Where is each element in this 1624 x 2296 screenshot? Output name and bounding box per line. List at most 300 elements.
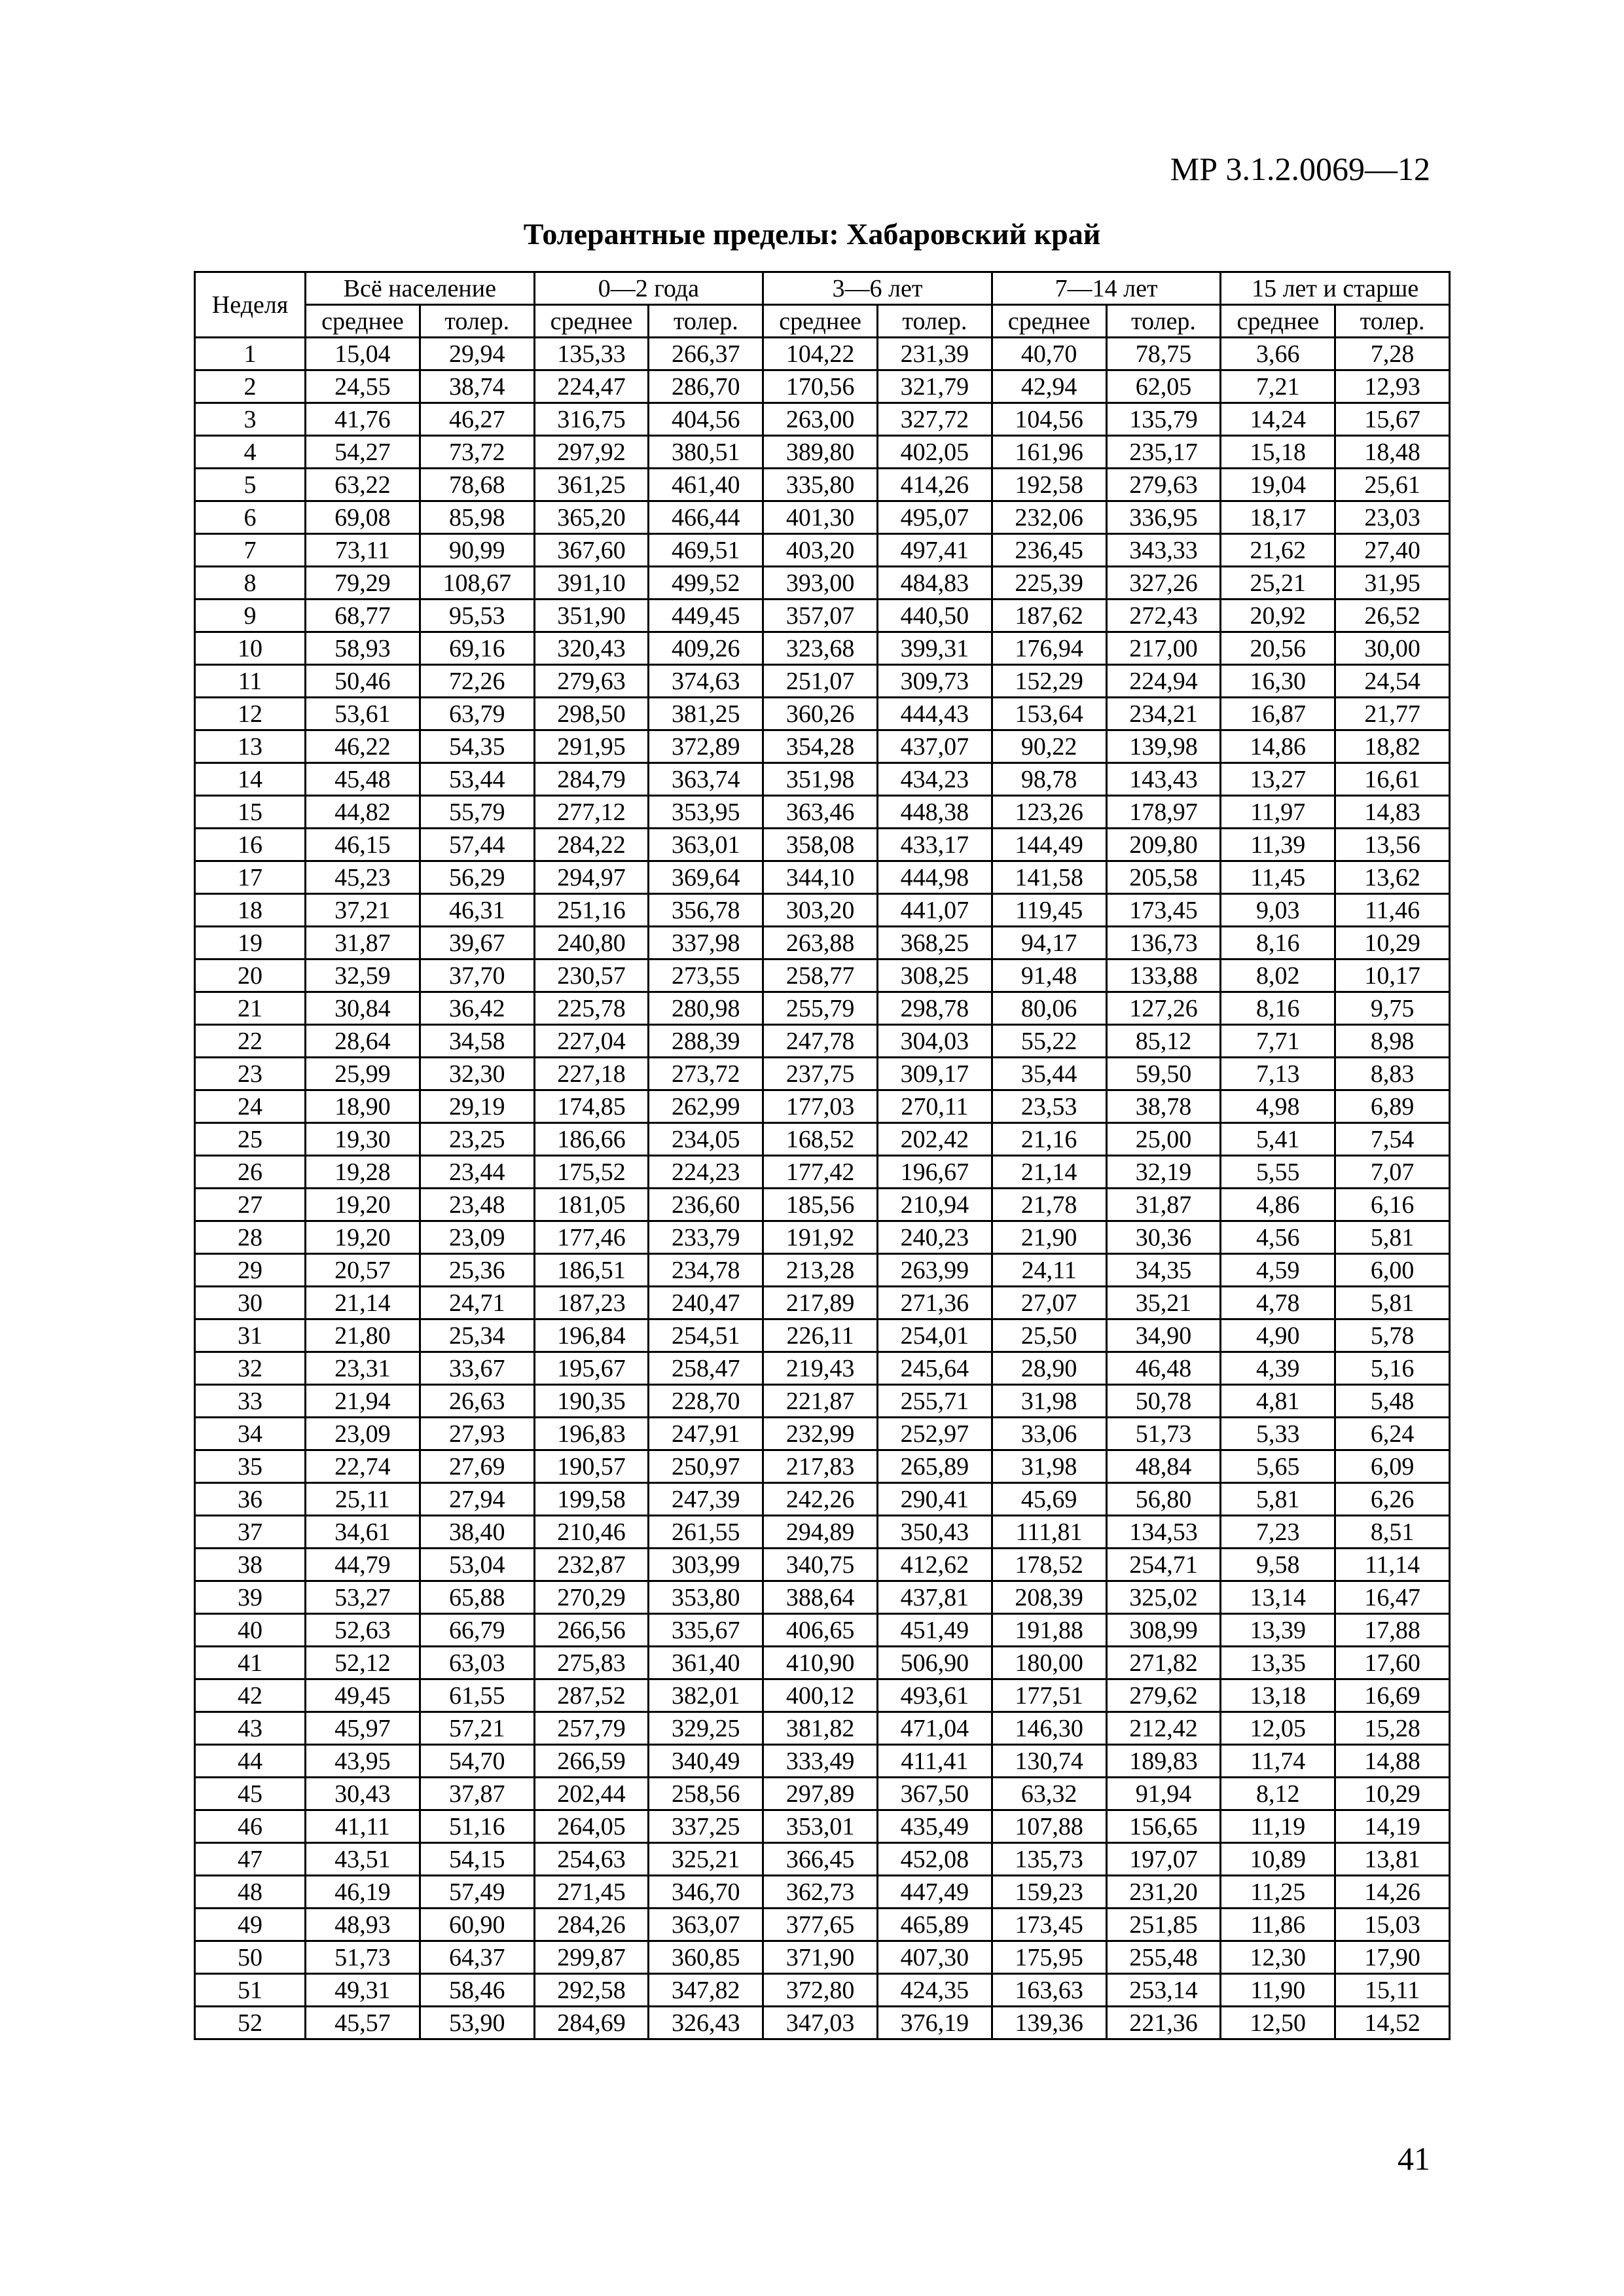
table-cell: 406,65 — [763, 1614, 878, 1647]
table-cell: 21,78 — [992, 1189, 1106, 1221]
table-cell: 240,80 — [534, 927, 649, 960]
week-number-cell: 2 — [195, 370, 306, 403]
week-number-cell: 3 — [195, 403, 306, 436]
table-cell: 12,05 — [1221, 1712, 1335, 1745]
table-cell: 11,97 — [1221, 796, 1335, 829]
table-cell: 31,95 — [1335, 567, 1450, 600]
table-cell: 363,01 — [649, 829, 763, 861]
table-cell: 225,78 — [534, 992, 649, 1025]
table-cell: 6,16 — [1335, 1189, 1450, 1221]
table-cell: 34,58 — [420, 1025, 534, 1058]
week-number-cell: 51 — [195, 1974, 306, 2007]
table-cell: 19,30 — [306, 1123, 420, 1156]
table-cell: 68,77 — [306, 600, 420, 632]
table-cell: 130,74 — [992, 1745, 1106, 1778]
table-cell: 192,58 — [992, 469, 1106, 501]
week-number-cell: 26 — [195, 1156, 306, 1189]
table-cell: 226,11 — [763, 1319, 878, 1352]
table-cell: 91,94 — [1106, 1778, 1221, 1810]
table-cell: 19,20 — [306, 1189, 420, 1221]
table-cell: 196,84 — [534, 1319, 649, 1352]
table-cell: 17,60 — [1335, 1647, 1450, 1679]
table-cell: 221,87 — [763, 1385, 878, 1418]
week-number-cell: 35 — [195, 1450, 306, 1483]
table-cell: 13,18 — [1221, 1679, 1335, 1712]
table-cell: 176,94 — [992, 632, 1106, 665]
table-cell: 6,89 — [1335, 1090, 1450, 1123]
table-cell: 4,56 — [1221, 1221, 1335, 1254]
table-cell: 350,43 — [877, 1516, 992, 1549]
table-cell: 23,03 — [1335, 501, 1450, 534]
table-row — [195, 1876, 1450, 1909]
table-cell: 14,26 — [1335, 1876, 1450, 1909]
table-cell: 224,47 — [534, 370, 649, 403]
table-cell: 254,71 — [1106, 1549, 1221, 1581]
table-cell: 247,91 — [649, 1418, 763, 1450]
table-cell: 34,61 — [306, 1516, 420, 1549]
table-cell: 187,62 — [992, 600, 1106, 632]
table-cell: 388,64 — [763, 1581, 878, 1614]
table-cell: 78,75 — [1106, 338, 1221, 370]
table-cell: 5,81 — [1221, 1483, 1335, 1516]
table-cell: 235,17 — [1106, 436, 1221, 469]
table-cell: 343,33 — [1106, 534, 1221, 567]
week-number-cell: 30 — [195, 1287, 306, 1319]
table-cell: 11,25 — [1221, 1876, 1335, 1909]
table-cell: 123,26 — [992, 796, 1106, 829]
table-cell: 199,58 — [534, 1483, 649, 1516]
table-cell: 299,87 — [534, 1941, 649, 1974]
table-cell: 224,23 — [649, 1156, 763, 1189]
table-cell: 66,79 — [420, 1614, 534, 1647]
table-cell: 78,68 — [420, 469, 534, 501]
table-cell: 195,67 — [534, 1352, 649, 1385]
table-cell: 177,03 — [763, 1090, 878, 1123]
table-cell: 54,35 — [420, 730, 534, 763]
table-cell: 4,90 — [1221, 1319, 1335, 1352]
table-cell: 25,99 — [306, 1058, 420, 1090]
table-cell: 55,22 — [992, 1025, 1106, 1058]
table-cell: 52,12 — [306, 1647, 420, 1679]
table-cell: 20,92 — [1221, 600, 1335, 632]
table-cell: 253,14 — [1106, 1974, 1221, 2007]
table-cell: 5,81 — [1335, 1287, 1450, 1319]
table-cell: 90,99 — [420, 534, 534, 567]
table-cell: 91,48 — [992, 960, 1106, 992]
table-cell: 54,15 — [420, 1843, 534, 1876]
table-cell: 46,19 — [306, 1876, 420, 1909]
table-cell: 347,82 — [649, 1974, 763, 2007]
table-cell: 377,65 — [763, 1909, 878, 1941]
table-cell: 8,98 — [1335, 1025, 1450, 1058]
table-cell: 308,99 — [1106, 1614, 1221, 1647]
table-cell: 6,00 — [1335, 1254, 1450, 1287]
table-cell: 294,89 — [763, 1516, 878, 1549]
table-cell: 38,74 — [420, 370, 534, 403]
table-cell: 5,48 — [1335, 1385, 1450, 1418]
table-cell: 234,78 — [649, 1254, 763, 1287]
table-cell: 49,45 — [306, 1679, 420, 1712]
column-group-all-population: Всё население — [306, 272, 535, 305]
week-number-cell: 5 — [195, 469, 306, 501]
week-number-cell: 24 — [195, 1090, 306, 1123]
table-row — [195, 338, 1450, 370]
table-cell: 37,70 — [420, 960, 534, 992]
table-cell: 23,48 — [420, 1189, 534, 1221]
table-cell: 13,56 — [1335, 829, 1450, 861]
table-cell: 32,30 — [420, 1058, 534, 1090]
table-cell: 251,85 — [1106, 1909, 1221, 1941]
table-cell: 25,34 — [420, 1319, 534, 1352]
table-cell: 266,59 — [534, 1745, 649, 1778]
table-cell: 435,49 — [877, 1810, 992, 1843]
table-cell: 434,23 — [877, 763, 992, 796]
table-row — [195, 1418, 1450, 1450]
table-cell: 11,86 — [1221, 1909, 1335, 1941]
table-row — [195, 1483, 1450, 1516]
table-cell: 26,63 — [420, 1385, 534, 1418]
table-cell: 98,78 — [992, 763, 1106, 796]
column-header-tolerance: толер. — [877, 305, 992, 338]
column-header-mean: среднее — [763, 305, 878, 338]
table-row — [195, 2007, 1450, 2039]
table-cell: 23,09 — [306, 1418, 420, 1450]
table-cell: 271,82 — [1106, 1647, 1221, 1679]
table-cell: 59,50 — [1106, 1058, 1221, 1090]
table-row — [195, 1745, 1450, 1778]
page-title: Толерантные пределы: Хабаровский край — [523, 217, 1101, 251]
table-cell: 16,61 — [1335, 763, 1450, 796]
table-cell: 21,14 — [992, 1156, 1106, 1189]
table-cell: 13,39 — [1221, 1614, 1335, 1647]
table-cell: 4,78 — [1221, 1287, 1335, 1319]
table-row — [195, 1614, 1450, 1647]
table-cell: 433,17 — [877, 829, 992, 861]
table-cell: 444,98 — [877, 861, 992, 894]
table-cell: 365,20 — [534, 501, 649, 534]
table-cell: 337,98 — [649, 927, 763, 960]
table-cell: 326,43 — [649, 2007, 763, 2039]
table-cell: 58,46 — [420, 1974, 534, 2007]
table-cell: 21,94 — [306, 1385, 420, 1418]
column-header-week: Неделя — [195, 272, 306, 338]
table-cell: 471,04 — [877, 1712, 992, 1745]
week-number-cell: 12 — [195, 698, 306, 730]
table-cell: 7,23 — [1221, 1516, 1335, 1549]
table-cell: 288,39 — [649, 1025, 763, 1058]
table-cell: 266,37 — [649, 338, 763, 370]
table-cell: 17,88 — [1335, 1614, 1450, 1647]
table-cell: 46,48 — [1106, 1352, 1221, 1385]
table-cell: 469,51 — [649, 534, 763, 567]
table-cell: 298,50 — [534, 698, 649, 730]
table-cell: 441,07 — [877, 894, 992, 927]
table-cell: 400,12 — [763, 1679, 878, 1712]
table-cell: 3,66 — [1221, 338, 1335, 370]
table-cell: 15,03 — [1335, 1909, 1450, 1941]
table-cell: 63,03 — [420, 1647, 534, 1679]
table-cell: 10,89 — [1221, 1843, 1335, 1876]
table-cell: 382,01 — [649, 1679, 763, 1712]
table-row — [195, 1516, 1450, 1549]
table-cell: 27,07 — [992, 1287, 1106, 1319]
table-cell: 44,79 — [306, 1549, 420, 1581]
table-cell: 8,16 — [1221, 992, 1335, 1025]
table-cell: 21,90 — [992, 1221, 1106, 1254]
table-cell: 37,21 — [306, 894, 420, 927]
table-cell: 225,39 — [992, 567, 1106, 600]
table-cell: 95,53 — [420, 600, 534, 632]
table-cell: 23,53 — [992, 1090, 1106, 1123]
table-cell: 56,29 — [420, 861, 534, 894]
table-row — [195, 1287, 1450, 1319]
table-cell: 255,79 — [763, 992, 878, 1025]
table-cell: 202,44 — [534, 1778, 649, 1810]
table-cell: 367,50 — [877, 1778, 992, 1810]
table-cell: 452,08 — [877, 1843, 992, 1876]
table-cell: 170,56 — [763, 370, 878, 403]
table-row — [195, 1025, 1450, 1058]
table-cell: 33,06 — [992, 1418, 1106, 1450]
table-cell: 175,52 — [534, 1156, 649, 1189]
table-cell: 9,03 — [1221, 894, 1335, 927]
column-group-age-3-6: 3—6 лет — [763, 272, 992, 305]
table-cell: 5,78 — [1335, 1319, 1450, 1352]
table-cell: 178,97 — [1106, 796, 1221, 829]
table-cell: 271,36 — [877, 1287, 992, 1319]
table-cell: 401,30 — [763, 501, 878, 534]
table-cell: 13,62 — [1335, 861, 1450, 894]
table-cell: 4,39 — [1221, 1352, 1335, 1385]
table-cell: 251,07 — [763, 665, 878, 698]
table-cell: 4,98 — [1221, 1090, 1335, 1123]
table-cell: 41,76 — [306, 403, 420, 436]
table-cell: 35,21 — [1106, 1287, 1221, 1319]
table-cell: 173,45 — [1106, 894, 1221, 927]
table-cell: 54,70 — [420, 1745, 534, 1778]
table-cell: 23,25 — [420, 1123, 534, 1156]
table-cell: 24,11 — [992, 1254, 1106, 1287]
table-cell: 466,44 — [649, 501, 763, 534]
column-header-mean: среднее — [1221, 305, 1335, 338]
table-cell: 21,77 — [1335, 698, 1450, 730]
week-number-cell: 10 — [195, 632, 306, 665]
table-cell: 242,26 — [763, 1483, 878, 1516]
table-cell: 11,90 — [1221, 1974, 1335, 2007]
table-cell: 190,35 — [534, 1385, 649, 1418]
table-cell: 85,12 — [1106, 1025, 1221, 1058]
table-cell: 437,81 — [877, 1581, 992, 1614]
table-cell: 11,45 — [1221, 861, 1335, 894]
week-number-cell: 38 — [195, 1549, 306, 1581]
table-cell: 13,14 — [1221, 1581, 1335, 1614]
table-cell: 224,94 — [1106, 665, 1221, 698]
week-number-cell: 16 — [195, 829, 306, 861]
column-group-age-7-14: 7—14 лет — [992, 272, 1221, 305]
table-cell: 228,70 — [649, 1385, 763, 1418]
table-cell: 333,49 — [763, 1745, 878, 1778]
table-cell: 309,17 — [877, 1058, 992, 1090]
table-cell: 484,83 — [877, 567, 992, 600]
table-cell: 79,29 — [306, 567, 420, 600]
table-cell: 335,80 — [763, 469, 878, 501]
table-cell: 191,92 — [763, 1221, 878, 1254]
table-cell: 210,46 — [534, 1516, 649, 1549]
table-cell: 25,00 — [1106, 1123, 1221, 1156]
week-number-cell: 34 — [195, 1418, 306, 1450]
table-cell: 205,58 — [1106, 861, 1221, 894]
table-cell: 380,51 — [649, 436, 763, 469]
table-cell: 245,64 — [877, 1352, 992, 1385]
table-cell: 11,14 — [1335, 1549, 1450, 1581]
table-cell: 234,05 — [649, 1123, 763, 1156]
table-cell: 191,88 — [992, 1614, 1106, 1647]
table-cell: 217,83 — [763, 1450, 878, 1483]
week-number-cell: 15 — [195, 796, 306, 829]
week-number-cell: 11 — [195, 665, 306, 698]
table-header-row-groups — [195, 272, 1450, 305]
week-number-cell: 25 — [195, 1123, 306, 1156]
table-cell: 376,19 — [877, 2007, 992, 2039]
table-cell: 5,33 — [1221, 1418, 1335, 1450]
table-cell: 247,78 — [763, 1025, 878, 1058]
table-cell: 320,43 — [534, 632, 649, 665]
table-cell: 25,61 — [1335, 469, 1450, 501]
week-number-cell: 19 — [195, 927, 306, 960]
table-cell: 174,85 — [534, 1090, 649, 1123]
table-cell: 107,88 — [992, 1810, 1106, 1843]
table-cell: 231,39 — [877, 338, 992, 370]
table-cell: 20,57 — [306, 1254, 420, 1287]
table-cell: 271,45 — [534, 1876, 649, 1909]
table-cell: 36,42 — [420, 992, 534, 1025]
table-cell: 177,51 — [992, 1679, 1106, 1712]
table-cell: 187,23 — [534, 1287, 649, 1319]
week-number-cell: 45 — [195, 1778, 306, 1810]
table-cell: 7,21 — [1221, 370, 1335, 403]
table-cell: 55,79 — [420, 796, 534, 829]
table-cell: 284,79 — [534, 763, 649, 796]
table-cell: 54,27 — [306, 436, 420, 469]
table-cell: 180,00 — [992, 1647, 1106, 1679]
week-number-cell: 46 — [195, 1810, 306, 1843]
table-cell: 258,56 — [649, 1778, 763, 1810]
table-row — [195, 1810, 1450, 1843]
table-row — [195, 698, 1450, 730]
table-cell: 308,25 — [877, 960, 992, 992]
table-cell: 144,49 — [992, 829, 1106, 861]
table-cell: 136,73 — [1106, 927, 1221, 960]
table-cell: 251,16 — [534, 894, 649, 927]
column-header-tolerance: толер. — [1106, 305, 1221, 338]
table-cell: 189,83 — [1106, 1745, 1221, 1778]
table-cell: 265,89 — [877, 1450, 992, 1483]
table-cell: 17,90 — [1335, 1941, 1450, 1974]
table-cell: 6,09 — [1335, 1450, 1450, 1483]
table-cell: 85,98 — [420, 501, 534, 534]
table-cell: 263,99 — [877, 1254, 992, 1287]
table-cell: 240,47 — [649, 1287, 763, 1319]
table-cell: 424,35 — [877, 1974, 992, 2007]
table-cell: 353,80 — [649, 1581, 763, 1614]
table-cell: 232,99 — [763, 1418, 878, 1450]
table-cell: 58,93 — [306, 632, 420, 665]
table-cell: 294,97 — [534, 861, 649, 894]
table-cell: 8,83 — [1335, 1058, 1450, 1090]
table-row — [195, 1647, 1450, 1679]
table-cell: 336,95 — [1106, 501, 1221, 534]
table-cell: 11,46 — [1335, 894, 1450, 927]
table-cell: 14,83 — [1335, 796, 1450, 829]
table-cell: 219,43 — [763, 1352, 878, 1385]
table-cell: 38,78 — [1106, 1090, 1221, 1123]
table-cell: 156,65 — [1106, 1810, 1221, 1843]
table-row — [195, 730, 1450, 763]
table-cell: 80,06 — [992, 992, 1106, 1025]
table-cell: 202,42 — [877, 1123, 992, 1156]
week-number-cell: 7 — [195, 534, 306, 567]
table-cell: 266,56 — [534, 1614, 649, 1647]
table-cell: 325,02 — [1106, 1581, 1221, 1614]
table-cell: 63,32 — [992, 1778, 1106, 1810]
table-cell: 465,89 — [877, 1909, 992, 1941]
table-cell: 399,31 — [877, 632, 992, 665]
table-cell: 8,51 — [1335, 1516, 1450, 1549]
table-cell: 30,43 — [306, 1778, 420, 1810]
tolerance-table — [194, 271, 1451, 2040]
table-cell: 258,77 — [763, 960, 878, 992]
table-cell: 231,20 — [1106, 1876, 1221, 1909]
table-row — [195, 665, 1450, 698]
table-row — [195, 567, 1450, 600]
table-cell: 298,78 — [877, 992, 992, 1025]
table-cell: 38,40 — [420, 1516, 534, 1549]
table-cell: 24,71 — [420, 1287, 534, 1319]
table-row — [195, 1974, 1450, 2007]
table-cell: 15,11 — [1335, 1974, 1450, 2007]
table-cell: 104,56 — [992, 403, 1106, 436]
table-cell: 32,19 — [1106, 1156, 1221, 1189]
column-group-age-0-2: 0—2 года — [534, 272, 763, 305]
table-cell: 12,93 — [1335, 370, 1450, 403]
table-cell: 33,67 — [420, 1352, 534, 1385]
document-code: МР 3.1.2.0069—12 — [1170, 151, 1430, 187]
table-cell: 493,61 — [877, 1679, 992, 1712]
table-cell: 497,41 — [877, 534, 992, 567]
table-cell: 5,81 — [1335, 1221, 1450, 1254]
table-cell: 237,75 — [763, 1058, 878, 1090]
table-row — [195, 1189, 1450, 1221]
table-cell: 263,00 — [763, 403, 878, 436]
table-cell: 40,70 — [992, 338, 1106, 370]
table-cell: 177,42 — [763, 1156, 878, 1189]
table-cell: 186,51 — [534, 1254, 649, 1287]
column-header-tolerance: толер. — [1335, 305, 1450, 338]
week-number-cell: 40 — [195, 1614, 306, 1647]
table-cell: 133,88 — [1106, 960, 1221, 992]
table-row — [195, 1123, 1450, 1156]
table-cell: 8,12 — [1221, 1778, 1335, 1810]
column-header-tolerance: толер. — [649, 305, 763, 338]
table-cell: 29,94 — [420, 338, 534, 370]
table-cell: 363,74 — [649, 763, 763, 796]
table-cell: 18,82 — [1335, 730, 1450, 763]
table-cell: 34,90 — [1106, 1319, 1221, 1352]
table-cell: 27,40 — [1335, 534, 1450, 567]
table-row — [195, 600, 1450, 632]
table-cell: 24,54 — [1335, 665, 1450, 698]
table-cell: 57,49 — [420, 1876, 534, 1909]
